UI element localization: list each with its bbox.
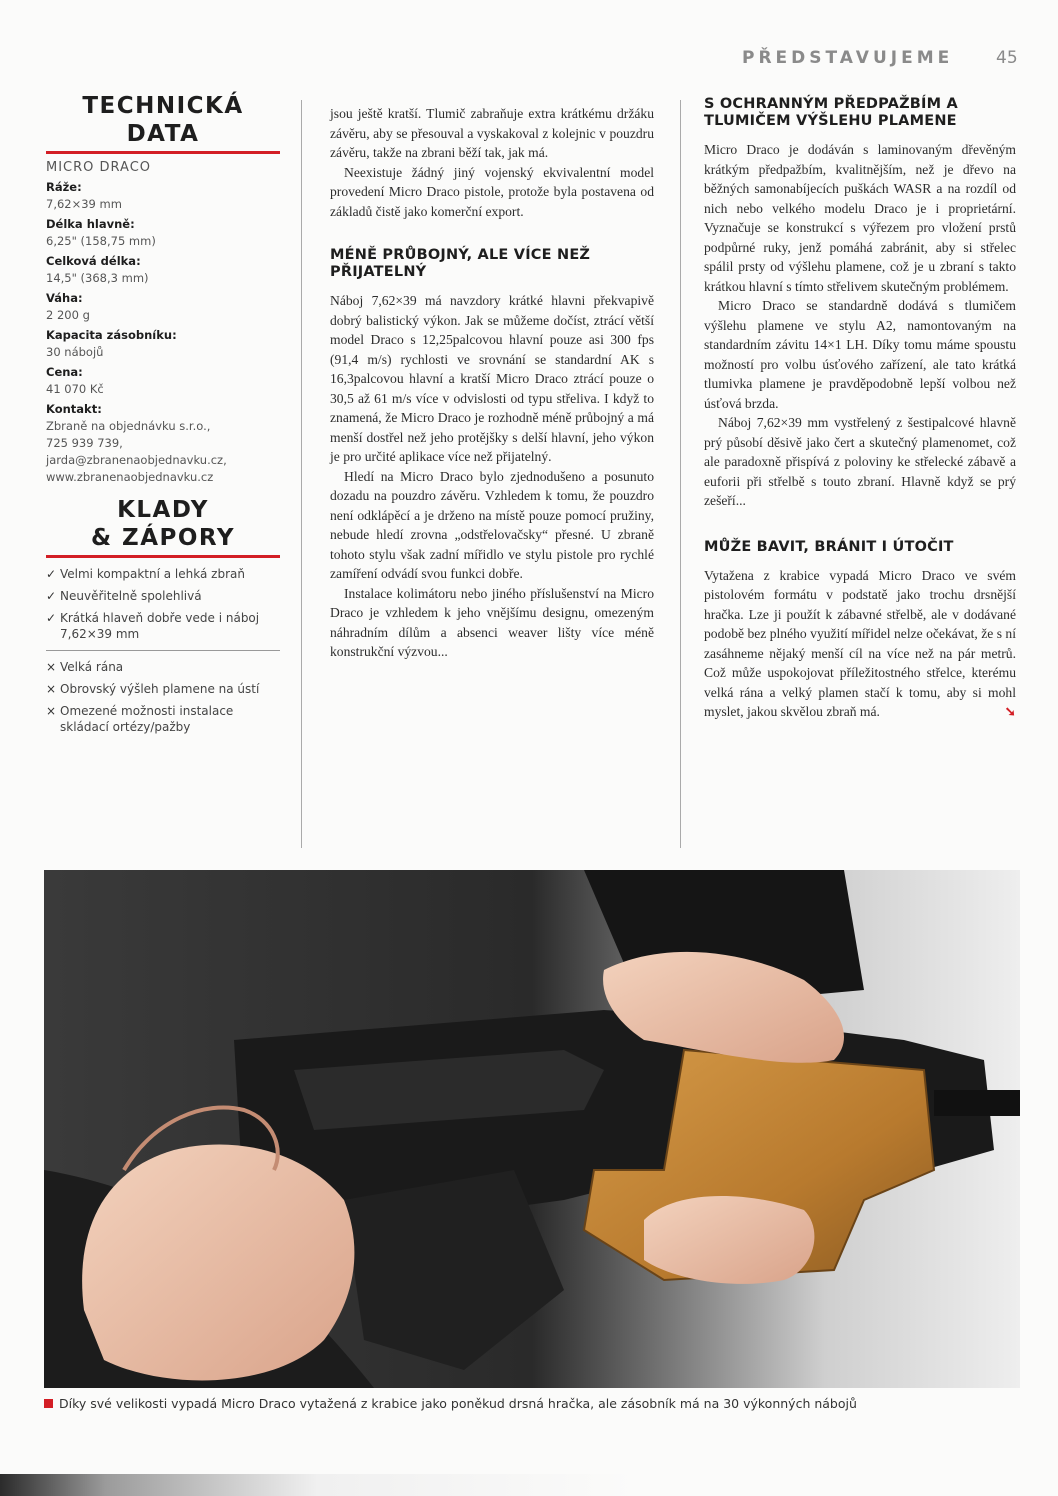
pros-list (46, 566, 280, 642)
tech-data-title-line1: TECHNICKÁ (82, 93, 244, 119)
check-icon: ✓ (46, 589, 57, 603)
page-edge-shadow (0, 1474, 1058, 1496)
pros-cons-title-line2: & ZÁPORY (90, 525, 236, 551)
cross-icon: × (46, 704, 57, 718)
cross-icon: × (46, 660, 57, 674)
column-divider (301, 100, 302, 848)
paragraph: Vytažena z krabice vypadá Micro Draco ve svém pistolovém formátu v podstatě jako trochu drsnější hračka. Lze ji použít k zábavné střelbě, ale v dodávané podobě bez plného využití mířidel nelze očekávat, že s ní zasáhneme nějaký menší cíl na více než na pár metrů. Což může uspokojovat příležitostného střelce, kterému velká rána a velký plamen stačí k tomu, aby si mohl myslet, jakou skvělou zbraň má. ➘ (704, 566, 1016, 722)
spec-value: 14,5" (368,3 mm) (46, 271, 149, 285)
contact-website[interactable]: www.zbranenaobjednavku.cz (46, 470, 214, 484)
spec-value: 7,62×39 mm (46, 197, 122, 211)
con-item: × Obrovský výšleh plamene na ústí (46, 682, 260, 696)
spec-label: Ráže: (46, 180, 82, 194)
paragraph: Hledí na Micro Draco bylo zjednodušeno a posunuto dozadu na pouzdro závěru. Vzhledem k tomu, že pouzdro není odklápěcí a je drženo na místě pouze pomocí pružiny, nebude hledí zrovna „odstřelovačsky“ přesné. U zbraně tohoto stylu však zadní mířidlo ve stylu pistole pro rychlé zamíření odvádí svou funkci dobře. (330, 468, 654, 581)
paragraph: Náboj 7,62×39 mm vystřelený z šestipalcové hlavně prý působí děsivě jako čert a skutečný plamenomet, což ale paradoxně přispívá z poloviny ke střelecké zábavě a euforii při střelbě s touto zbraní. Hlavně když se prý zešeří... (704, 415, 1016, 508)
contact-line: Zbraně na objednávku s.r.o., (46, 419, 211, 433)
spec-list (46, 179, 280, 486)
article-column-3 (704, 96, 1016, 722)
sidebar (46, 92, 280, 741)
article-photo (44, 870, 1020, 1388)
tech-data-title-line2: DATA (126, 121, 200, 147)
pros-cons-title-line1: KLADY (117, 497, 209, 523)
paragraph: Micro Draco se standardně dodává s tlumičem výšlehu plamene ve stylu A2, namontovaným na standardním závitu 14×1 LH. Díky tomu máme spoustu možností pro volbu úsťového zařízení, ale tato krátká tlumivka plamene je pravděpodobně lepší volbou než úsťová brzda. (704, 298, 1016, 411)
spec-label: Délka hlavně: (46, 217, 135, 231)
section-title: PŘEDSTAVUJEME (742, 48, 954, 68)
spec-label: Celková délka: (46, 254, 141, 268)
thin-divider (46, 650, 280, 651)
section-heading: MÉNĚ PRŮBOJNÝ, ALE VÍCE NEŽ PŘIJATELNÝ (330, 247, 591, 280)
contact-label: Kontakt: (46, 402, 102, 416)
cons-list (46, 659, 280, 735)
section-heading: S OCHRANNÝM PŘEDPAŽBÍM A TLUMIČEM VÝŠLEHU PLAMENE (704, 96, 958, 129)
pro-item: ✓ Neuvěřitelně spolehlivá (46, 589, 202, 603)
paragraph: Instalace kolimátoru nebo jiného příslušenství na Micro Draco je vzhledem k jeho vnějšímu designu, omezeným náhradním dílům a absenci weaver lišty více méně konstrukční výzvou... (330, 585, 654, 659)
section-heading: MŮŽE BAVIT, BRÁNIT I ÚTOČIT (704, 538, 954, 555)
photo-caption: Díky své velikosti vypadá Micro Draco vytažená z krabice jako poněkud drsná hračka, ale zásobník má na 30 výkonných nábojů (44, 1396, 1024, 1411)
con-item: × Velká rána (46, 660, 124, 674)
red-divider (46, 555, 280, 558)
contact-email[interactable]: jarda@zbranenaobjednavku.cz, (46, 453, 227, 467)
contact-phone: 725 939 739, (46, 436, 123, 450)
spec-value: 6,25" (158,75 mm) (46, 234, 156, 248)
spec-value: 30 nábojů (46, 345, 104, 359)
check-icon: ✓ (46, 611, 57, 625)
spec-label: Kapacita zásobníku: (46, 328, 177, 342)
check-icon: ✓ (46, 567, 57, 581)
spacer (46, 486, 280, 496)
spec-value: 2 200 g (46, 308, 90, 322)
con-item: × Omezené možnosti instalace skládací ortézy/pažby (46, 704, 234, 734)
red-divider (46, 151, 280, 154)
paragraph: jsou ještě kratší. Tlumič zabraňuje extra krátkému držáku závěru, aby se přesouval a vyskakoval z kolejnic v pouzdru závěru, takže na zbrani běží tak, jak má. (330, 106, 654, 160)
tech-data-box (46, 92, 280, 486)
micro-draco-photo (44, 870, 1020, 1388)
caption-marker-icon (44, 1399, 53, 1408)
spec-value: 41 070 Kč (46, 382, 104, 396)
article-column-2 (330, 104, 654, 662)
spec-label: Váha: (46, 291, 83, 305)
pro-item: ✓ Velmi kompaktní a lehká zbraň (46, 567, 245, 581)
paragraph: Náboj 7,62×39 má navzdory krátké hlavni překvapivě dobrý balistický výkon. Jak se můžeme dočíst, ztrácí větší model Draco s 12,25palcovou hlavní pouze asi 300 fps (91,4 m/s) rychlosti ve srovnání se standardní AK s 16,3palcovou hlavní a kratší Micro Draco ztrácí pouze o 30,5 až 61 m/s více v odvislosti od typu střeliva. I když to znamená, že Micro Draco je rozhodně méně průbojný a má menší dostřel než jeho protějšky s delší hlavní, jeho výkon je pro určité aplikace více než přijatelný. (330, 293, 654, 464)
paragraph: Micro Draco je dodáván s laminovaným dřevěným krátkým předpažbím, kvalitnějším, než je dřevo na běžných samonabíjecích puškách WASR a na rozdíl od nich nebo velkého modelu Draco je i proprietární. Vyznačuje se konstrukcí s výřezem pro vložení prstů podpůrné ruky, jenž pomáhá zabránit, aby si střelec spálil prsty od výšlehu plamene, což je u zbraní s takto krátkou hlavní s tímto střelivem skutečným problémem. (704, 142, 1016, 294)
model-name: MICRO DRACO (46, 160, 152, 175)
continue-arrow-icon: ➘ (1004, 704, 1016, 719)
spec-label: Cena: (46, 365, 83, 379)
pro-item: ✓ Krátká hlaveň dobře vede i náboj 7,62×39 mm (46, 611, 260, 641)
page-number: 45 (996, 48, 1018, 68)
cross-icon: × (46, 682, 57, 696)
column-divider (680, 100, 681, 848)
paragraph: Neexistuje žádný jiný vojenský ekvivalentní model provedení Micro Draco pistole, protože byla postavena od základů čistě jako komerční export. (330, 164, 654, 219)
